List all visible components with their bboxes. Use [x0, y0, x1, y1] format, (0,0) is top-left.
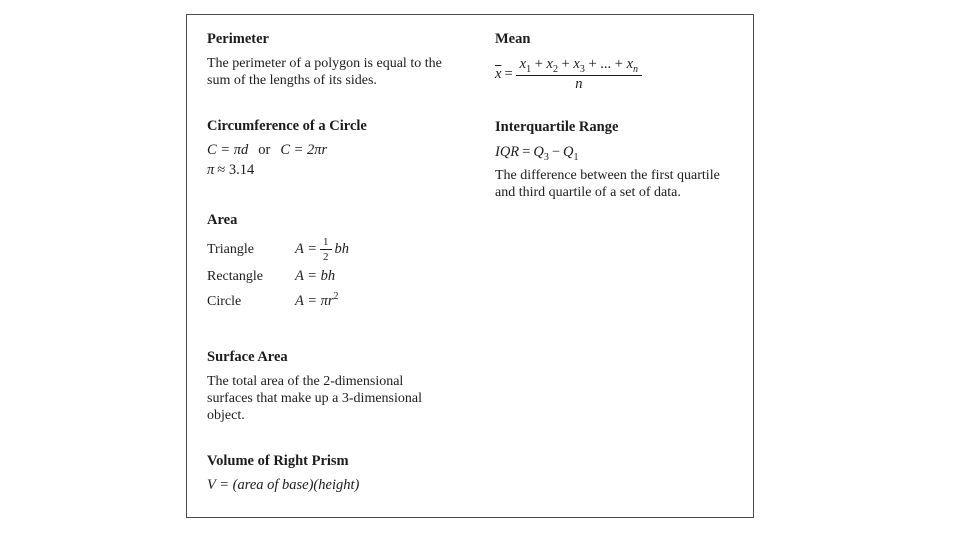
- mean-fraction: [516, 57, 642, 93]
- iqr-q1: [563, 144, 578, 161]
- mean-plus-4: +: [614, 56, 623, 72]
- volume-formula: V = (area of base)(height): [207, 477, 360, 494]
- circumference-heading: Circumference of a Circle: [207, 118, 367, 134]
- triangle-formula-rhs: bh: [334, 241, 350, 258]
- mean-x2-sub: 2: [552, 63, 558, 75]
- perimeter-description: The perimeter of a polygon is equal to the sum of the lengths of its sides.: [207, 56, 442, 88]
- area-heading: Area: [207, 212, 238, 228]
- surface-area-heading: Surface Area: [207, 349, 288, 366]
- mean-section: [495, 31, 745, 93]
- perimeter-heading: Perimeter: [207, 31, 269, 47]
- triangle-label: Triangle: [207, 241, 254, 257]
- fraction-numerator: 1: [320, 236, 332, 250]
- mean-plus-3: +: [588, 56, 597, 72]
- iqr-q3: [533, 144, 548, 161]
- mean-x3-sub: 3: [579, 63, 585, 75]
- mean-equals: =: [504, 66, 513, 83]
- mean-xbar: $\overline{x}$: [495, 66, 502, 83]
- iqr-heading: Interquartile Range: [495, 118, 619, 135]
- mean-heading: Mean: [495, 31, 531, 47]
- mean-numerator: [516, 57, 642, 76]
- triangle-formula-lhs: A =: [295, 241, 318, 258]
- circumference-section: [207, 118, 483, 179]
- pi-value: ≈ 3.14: [217, 162, 255, 178]
- circle-formula-base: A = πr: [295, 293, 334, 310]
- mean-formula: [495, 57, 745, 93]
- volume-formula-line: [207, 477, 483, 494]
- volume-heading: Volume of Right Prism: [207, 453, 349, 470]
- right-column: [495, 15, 745, 201]
- mean-xn-sub: n: [633, 63, 638, 75]
- iqr-q1-var: Q: [563, 143, 574, 160]
- iqr-equals: =: [522, 143, 531, 160]
- circle-formula: [295, 293, 339, 310]
- circle-formula-exponent: 2: [333, 291, 339, 303]
- one-half-fraction: [320, 236, 332, 263]
- or-word: or: [258, 142, 271, 158]
- area-row-rectangle: [207, 268, 483, 285]
- iqr-q1-sub: 1: [573, 151, 579, 163]
- circumference-formula-diameter: C = πd: [207, 142, 249, 158]
- fraction-denominator: 2: [323, 251, 329, 264]
- mean-ellipsis: ...: [600, 56, 612, 72]
- iqr-q3-var: Q: [533, 143, 544, 160]
- mean-plus-2: +: [561, 56, 570, 72]
- rectangle-label: Rectangle: [207, 268, 263, 284]
- volume-section: [207, 453, 483, 494]
- mean-plus-1: +: [534, 56, 543, 72]
- mean-xn-var: x: [626, 56, 633, 72]
- surface-area-section: [207, 349, 483, 424]
- mean-x2-var: x: [546, 56, 553, 72]
- circumference-formulas: [207, 142, 483, 159]
- pi-approximation: [207, 162, 483, 179]
- left-column: [207, 15, 483, 494]
- circle-label: Circle: [207, 293, 242, 309]
- area-row-circle: [207, 293, 483, 310]
- iqr-description: The difference between the first quartile and third quartile of a set of data.: [495, 167, 720, 200]
- formula-sheet: [186, 14, 754, 518]
- iqr-q3-sub: 3: [543, 151, 549, 163]
- mean-denominator: n: [575, 75, 583, 92]
- iqr-section: [495, 119, 745, 201]
- pi-symbol: π: [207, 162, 215, 178]
- rectangle-formula: A = bh: [295, 268, 336, 285]
- mean-x1-var: x: [519, 56, 527, 72]
- mean-x3-var: x: [573, 56, 580, 72]
- iqr-formula: [495, 144, 745, 161]
- area-section: [207, 212, 483, 310]
- circumference-formula-radius: C = 2πr: [280, 142, 328, 158]
- mean-x1-sub: 1: [526, 63, 532, 75]
- surface-area-description: The total area of the 2-dimensional surfaces that make up a 3-dimensional object.: [207, 374, 422, 424]
- area-row-triangle: [207, 236, 483, 263]
- iqr-minus: −: [551, 143, 561, 160]
- perimeter-section: [207, 31, 483, 89]
- iqr-lhs: IQR: [495, 143, 520, 160]
